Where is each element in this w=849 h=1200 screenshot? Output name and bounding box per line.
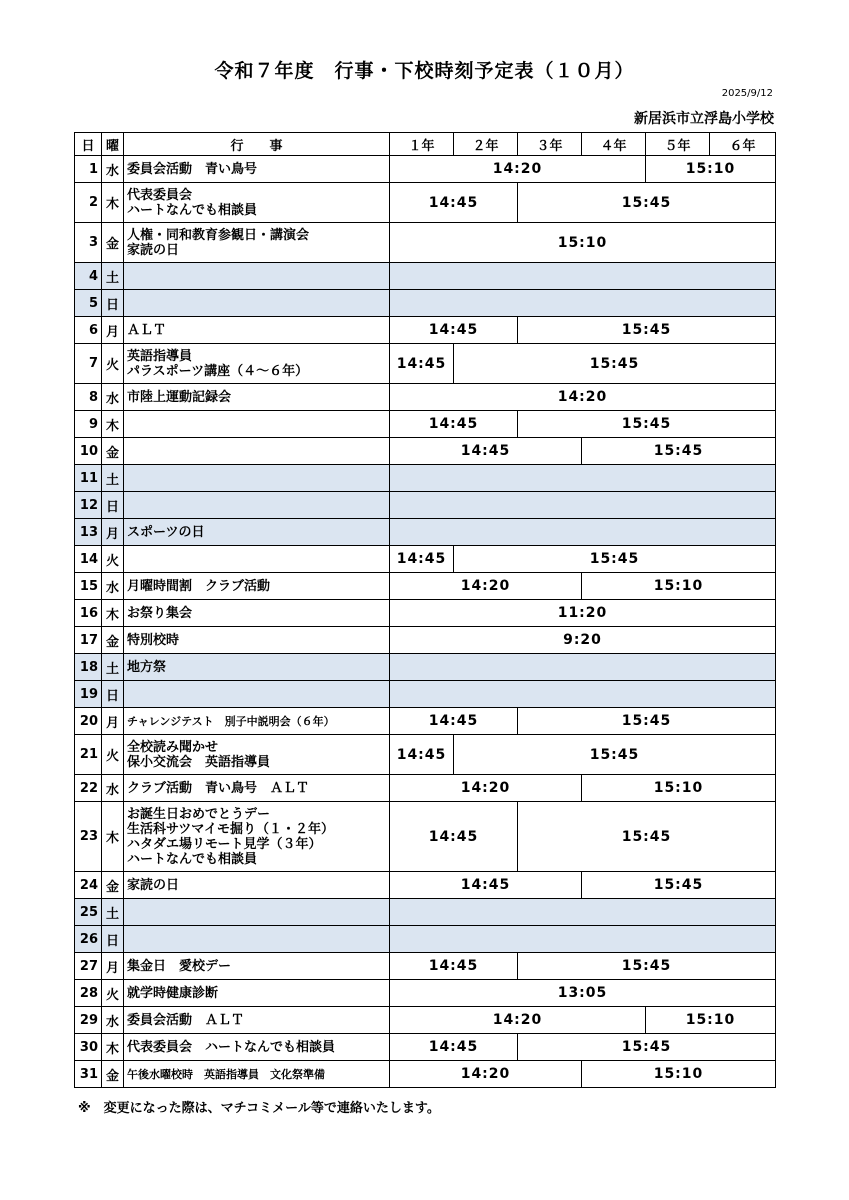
- event-cell: [124, 681, 390, 708]
- schedule-table: [74, 132, 776, 1088]
- event-line: 家読の日: [127, 242, 180, 258]
- dismissal-time-cell: 14:20: [390, 1007, 646, 1034]
- event-line: ハタダエ場リモート見学（３年）: [127, 836, 322, 852]
- event-cell: [124, 492, 390, 519]
- event-line: 保小交流会 英語指導員: [127, 754, 271, 770]
- weekday-cell: 木: [102, 600, 124, 627]
- weekday-cell: 火: [102, 735, 124, 775]
- weekday-cell: 月: [102, 953, 124, 980]
- dismissal-time-cell: 15:45: [518, 183, 776, 223]
- dismissal-time-cell: 14:45: [390, 872, 582, 899]
- table-row: [75, 980, 776, 1007]
- weekday-cell: 水: [102, 775, 124, 802]
- dismissal-time-cell: [390, 492, 776, 519]
- weekday-cell: 月: [102, 519, 124, 546]
- weekday-cell: 火: [102, 980, 124, 1007]
- day-cell: 15: [75, 573, 102, 600]
- event-line: 英語指導員: [127, 348, 193, 364]
- table-row: [75, 344, 776, 384]
- dismissal-time-cell: 14:45: [390, 183, 518, 223]
- dismissal-time-cell: 15:10: [582, 573, 776, 600]
- table-row: [75, 492, 776, 519]
- event-cell: [124, 465, 390, 492]
- dismissal-time-cell: 14:20: [390, 1061, 582, 1088]
- dismissal-time-cell: 14:45: [390, 735, 454, 775]
- event-cell: [124, 775, 390, 802]
- day-cell: 8: [75, 384, 102, 411]
- dismissal-time-cell: 15:45: [518, 411, 776, 438]
- day-cell: 19: [75, 681, 102, 708]
- day-cell: 11: [75, 465, 102, 492]
- weekday-cell: 土: [102, 465, 124, 492]
- table-row: [75, 654, 776, 681]
- event-line: 月曜時間割 クラブ活動: [127, 578, 271, 594]
- weekday-cell: 金: [102, 223, 124, 263]
- event-line: 地方祭: [127, 659, 167, 675]
- dismissal-time-cell: 15:45: [582, 872, 776, 899]
- dismissal-time-cell: 15:45: [518, 317, 776, 344]
- event-cell: [124, 1007, 390, 1034]
- day-cell: 10: [75, 438, 102, 465]
- event-cell: [124, 156, 390, 183]
- event-cell: [124, 627, 390, 654]
- event-line: 代表委員会: [127, 187, 193, 203]
- weekday-cell: 日: [102, 290, 124, 317]
- event-cell: [124, 263, 390, 290]
- dismissal-time-cell: 15:45: [518, 953, 776, 980]
- event-line: 家読の日: [127, 877, 180, 893]
- event-line: 市陸上運動記録会: [127, 389, 232, 405]
- event-cell: [124, 1034, 390, 1061]
- dismissal-time-cell: 14:45: [390, 1034, 518, 1061]
- weekday-cell: 木: [102, 183, 124, 223]
- weekday-cell: 日: [102, 681, 124, 708]
- dismissal-time-cell: 14:45: [390, 317, 518, 344]
- table-row: [75, 681, 776, 708]
- table-row: [75, 223, 776, 263]
- event-cell: [124, 708, 390, 735]
- day-cell: 28: [75, 980, 102, 1007]
- dismissal-time-cell: 15:45: [582, 438, 776, 465]
- weekday-cell: 土: [102, 654, 124, 681]
- day-cell: 9: [75, 411, 102, 438]
- table-row: [75, 899, 776, 926]
- event-cell: [124, 183, 390, 223]
- event-cell: [124, 980, 390, 1007]
- weekday-cell: 金: [102, 438, 124, 465]
- weekday-cell: 金: [102, 872, 124, 899]
- dismissal-time-cell: 15:45: [518, 708, 776, 735]
- weekday-cell: 木: [102, 1034, 124, 1061]
- event-line: 就学時健康診断: [127, 985, 219, 1001]
- event-cell: [124, 290, 390, 317]
- weekday-cell: 火: [102, 546, 124, 573]
- dismissal-time-cell: 15:45: [454, 344, 776, 384]
- schedule-body: [75, 156, 776, 1088]
- event-line: 全校読み聞かせ: [127, 739, 219, 755]
- day-cell: 29: [75, 1007, 102, 1034]
- weekday-cell: 土: [102, 263, 124, 290]
- event-cell: [124, 872, 390, 899]
- day-cell: 7: [75, 344, 102, 384]
- dismissal-time-cell: 14:45: [390, 708, 518, 735]
- dismissal-time-cell: 15:45: [518, 802, 776, 872]
- dismissal-time-cell: 14:20: [390, 573, 582, 600]
- header-row: [75, 133, 776, 156]
- weekday-cell: 水: [102, 573, 124, 600]
- header-event: 行 事: [124, 133, 390, 156]
- event-line: 午後水曜校時 英語指導員 文化祭準備: [127, 1067, 325, 1081]
- dismissal-time-cell: 14:45: [390, 953, 518, 980]
- weekday-cell: 金: [102, 1061, 124, 1088]
- day-cell: 1: [75, 156, 102, 183]
- dismissal-time-cell: 14:20: [390, 156, 646, 183]
- table-row: [75, 290, 776, 317]
- day-cell: 25: [75, 899, 102, 926]
- table-row: [75, 1034, 776, 1061]
- table-row: [75, 953, 776, 980]
- table-row: [75, 600, 776, 627]
- table-row: [75, 802, 776, 872]
- header-grade-2: ２年: [454, 133, 518, 156]
- table-row: [75, 183, 776, 223]
- dismissal-time-cell: [390, 899, 776, 926]
- event-cell: [124, 654, 390, 681]
- table-row: [75, 872, 776, 899]
- dismissal-time-cell: 14:45: [390, 802, 518, 872]
- day-cell: 14: [75, 546, 102, 573]
- day-cell: 13: [75, 519, 102, 546]
- event-line: ハートなんでも相談員: [127, 202, 258, 218]
- event-cell: [124, 384, 390, 411]
- dismissal-time-cell: [390, 290, 776, 317]
- weekday-cell: 月: [102, 317, 124, 344]
- event-line: ＡＬＴ: [127, 322, 167, 338]
- dismissal-time-cell: [390, 519, 776, 546]
- dismissal-time-cell: 15:10: [582, 1061, 776, 1088]
- event-line: チャレンジテスト 別子中説明会（６年）: [127, 714, 335, 728]
- event-line: 委員会活動 青い鳥号: [127, 161, 258, 177]
- event-cell: [124, 735, 390, 775]
- event-line: 代表委員会 ハートなんでも相談員: [127, 1039, 336, 1055]
- day-cell: 31: [75, 1061, 102, 1088]
- day-cell: 4: [75, 263, 102, 290]
- dismissal-time-cell: 14:45: [390, 344, 454, 384]
- dismissal-time-cell: [390, 681, 776, 708]
- day-cell: 20: [75, 708, 102, 735]
- table-row: [75, 546, 776, 573]
- footer-note: ※ 変更になった際は、マチコミメール等で連絡いたします。: [78, 1101, 440, 1116]
- event-line: クラブ活動 青い鳥号 ＡＬＴ: [127, 780, 310, 796]
- event-cell: [124, 546, 390, 573]
- event-cell: [124, 317, 390, 344]
- dismissal-time-cell: 15:45: [518, 1034, 776, 1061]
- event-cell: [124, 438, 390, 465]
- dismissal-time-cell: [390, 465, 776, 492]
- day-cell: 5: [75, 290, 102, 317]
- page-title: 令和７年度 行事・下校時刻予定表（１０月）: [214, 60, 635, 82]
- dismissal-time-cell: 14:45: [390, 546, 454, 573]
- day-cell: 24: [75, 872, 102, 899]
- dismissal-time-cell: [390, 263, 776, 290]
- weekday-cell: 火: [102, 344, 124, 384]
- event-cell: [124, 926, 390, 953]
- event-line: 集金日 愛校デー: [127, 958, 232, 974]
- table-row: [75, 411, 776, 438]
- table-row: [75, 735, 776, 775]
- event-cell: [124, 573, 390, 600]
- table-row: [75, 465, 776, 492]
- event-line: 特別校時: [127, 632, 180, 648]
- table-row: [75, 438, 776, 465]
- table-row: [75, 317, 776, 344]
- weekday-cell: 金: [102, 627, 124, 654]
- dismissal-time-cell: 15:10: [646, 156, 776, 183]
- day-cell: 16: [75, 600, 102, 627]
- event-cell: [124, 223, 390, 263]
- event-line: パラスポーツ講座（４～６年）: [127, 363, 309, 379]
- event-line: 人権・同和教育参観日・講演会: [127, 227, 310, 243]
- weekday-cell: 日: [102, 492, 124, 519]
- weekday-cell: 水: [102, 156, 124, 183]
- day-cell: 3: [75, 223, 102, 263]
- event-line: 委員会活動 ＡＬＴ: [127, 1012, 245, 1028]
- dismissal-time-cell: 13:05: [390, 980, 776, 1007]
- day-cell: 27: [75, 953, 102, 980]
- dismissal-time-cell: [390, 926, 776, 953]
- event-cell: [124, 1061, 390, 1088]
- day-cell: 12: [75, 492, 102, 519]
- day-cell: 22: [75, 775, 102, 802]
- event-cell: [124, 802, 390, 872]
- header-grade-3: ３年: [518, 133, 582, 156]
- header-day: 日: [75, 133, 102, 156]
- event-line: スポーツの日: [127, 524, 205, 540]
- dismissal-time-cell: 11:20: [390, 600, 776, 627]
- dismissal-time-cell: 14:20: [390, 384, 776, 411]
- dismissal-time-cell: 14:45: [390, 438, 582, 465]
- day-cell: 30: [75, 1034, 102, 1061]
- issue-date: 2025/9/12: [721, 88, 773, 99]
- dismissal-time-cell: 15:10: [390, 223, 776, 263]
- event-line: ハートなんでも相談員: [127, 851, 258, 867]
- weekday-cell: 木: [102, 411, 124, 438]
- header-grade-1: １年: [390, 133, 454, 156]
- day-cell: 2: [75, 183, 102, 223]
- event-line: お誕生日おめでとうデー: [127, 806, 271, 822]
- weekday-cell: 水: [102, 384, 124, 411]
- day-cell: 17: [75, 627, 102, 654]
- weekday-cell: 木: [102, 802, 124, 872]
- table-row: [75, 775, 776, 802]
- table-row: [75, 519, 776, 546]
- header-grade-4: ４年: [582, 133, 646, 156]
- event-cell: [124, 953, 390, 980]
- day-cell: 26: [75, 926, 102, 953]
- table-row: [75, 926, 776, 953]
- dismissal-time-cell: 14:20: [390, 775, 582, 802]
- dismissal-time-cell: 9:20: [390, 627, 776, 654]
- event-cell: [124, 519, 390, 546]
- day-cell: 23: [75, 802, 102, 872]
- day-cell: 6: [75, 317, 102, 344]
- event-line: お祭り集会: [127, 605, 193, 621]
- table-row: [75, 1007, 776, 1034]
- dismissal-time-cell: [390, 654, 776, 681]
- event-cell: [124, 600, 390, 627]
- table-row: [75, 384, 776, 411]
- weekday-cell: 日: [102, 926, 124, 953]
- weekday-cell: 月: [102, 708, 124, 735]
- table-row: [75, 156, 776, 183]
- dismissal-time-cell: 15:45: [454, 546, 776, 573]
- day-cell: 21: [75, 735, 102, 775]
- table-row: [75, 1061, 776, 1088]
- header-dow: 曜: [102, 133, 124, 156]
- table-row: [75, 573, 776, 600]
- weekday-cell: 土: [102, 899, 124, 926]
- event-cell: [124, 411, 390, 438]
- table-row: [75, 263, 776, 290]
- header-grade-5: ５年: [646, 133, 710, 156]
- dismissal-time-cell: 15:45: [454, 735, 776, 775]
- school-name: 新居浜市立浮島小学校: [634, 111, 774, 127]
- day-cell: 18: [75, 654, 102, 681]
- header-grade-6: ６年: [710, 133, 776, 156]
- dismissal-time-cell: 14:45: [390, 411, 518, 438]
- table-row: [75, 627, 776, 654]
- event-cell: [124, 344, 390, 384]
- event-line: 生活科サツマイモ掘り（１・２年）: [127, 821, 334, 837]
- event-cell: [124, 899, 390, 926]
- weekday-cell: 水: [102, 1007, 124, 1034]
- dismissal-time-cell: 15:10: [646, 1007, 776, 1034]
- dismissal-time-cell: 15:10: [582, 775, 776, 802]
- table-row: [75, 708, 776, 735]
